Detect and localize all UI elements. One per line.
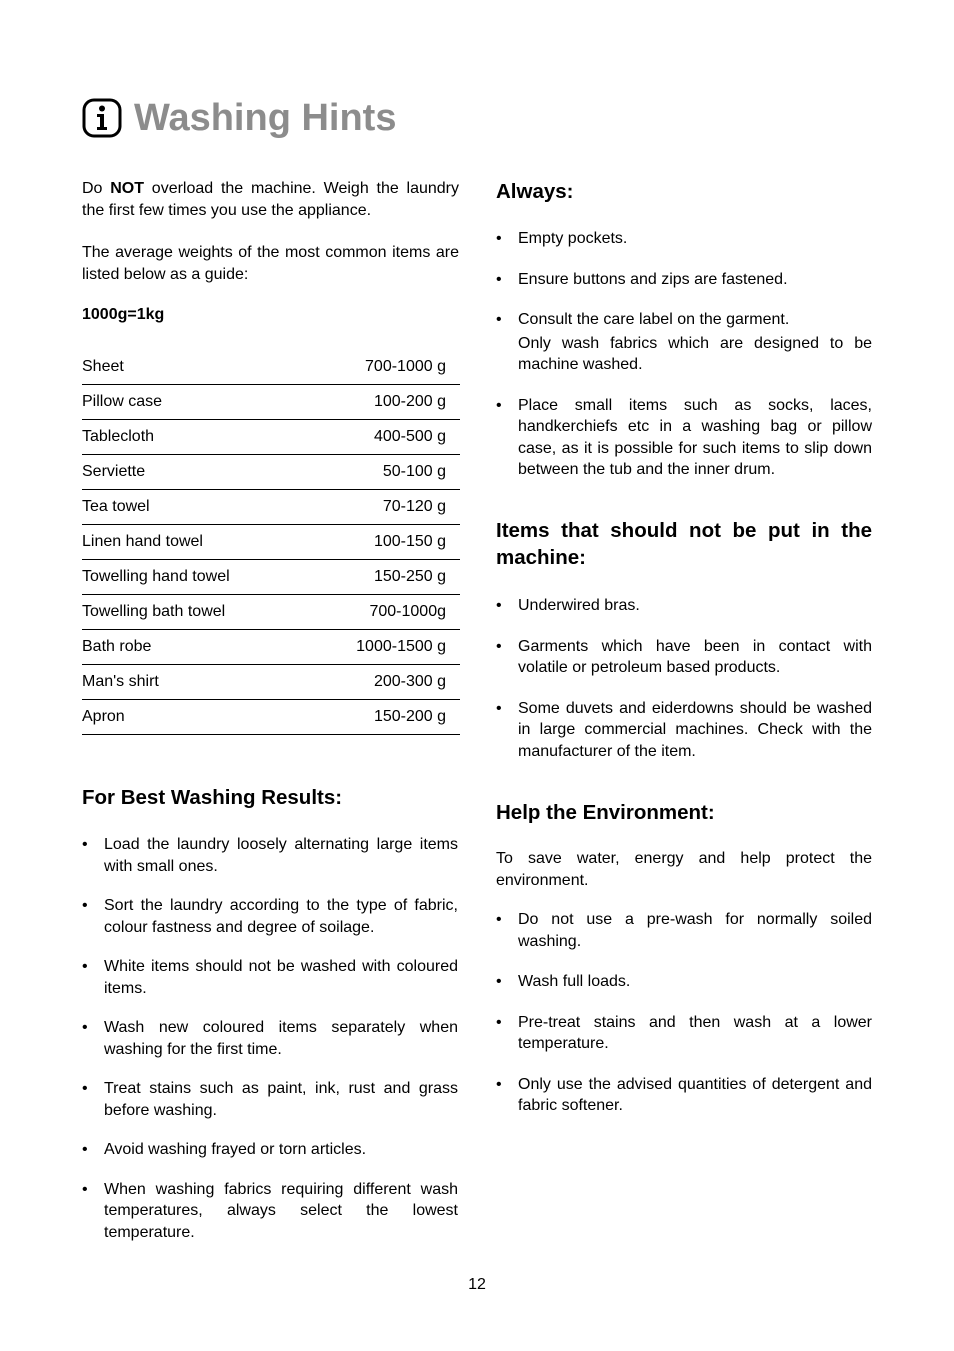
best-results-list xyxy=(82,834,458,1243)
table-row xyxy=(82,700,460,735)
weights-table xyxy=(82,350,460,735)
table-row xyxy=(82,455,460,490)
item-cell: Serviette xyxy=(82,455,304,490)
weight-cell: 70-120 g xyxy=(304,490,460,525)
weight-cell: 700-1000 g xyxy=(304,350,460,385)
table-row xyxy=(82,595,460,630)
table-row xyxy=(82,420,460,455)
environment-list xyxy=(496,909,872,1117)
page-title: Washing Hints xyxy=(134,97,397,139)
list-item: • Some duvets and eiderdowns should be washed in large commercial machines. Check with the manufacturer of the item. xyxy=(496,698,872,763)
intro-text-prefix: Do xyxy=(82,180,111,197)
weight-cell: 150-200 g xyxy=(304,700,460,735)
weight-cell: 1000-1500 g xyxy=(304,630,460,665)
list-item: • White items should not be washed with coloured items. xyxy=(82,956,458,999)
intro-paragraph-2: The average weights of the most common items are listed below as a guide: xyxy=(82,244,459,283)
list-item: • Wash full loads. xyxy=(496,971,872,993)
page-header xyxy=(82,94,396,142)
list-item: • When washing fabrics requiring different wash temperatures, always select the lowest temperature. xyxy=(82,1179,458,1244)
item-cell: Tea towel xyxy=(82,490,304,525)
weight-cell: 100-200 g xyxy=(304,385,460,420)
list-item: • Underwired bras. xyxy=(496,595,872,617)
info-icon xyxy=(82,98,122,138)
item-cell: Tablecloth xyxy=(82,420,304,455)
weight-cell: 50-100 g xyxy=(304,455,460,490)
care-label-text: • Consult the care label on the garment. xyxy=(518,311,790,328)
item-cell: Sheet xyxy=(82,350,304,385)
list-item: • Pre-treat stains and then wash at a lower temperature. xyxy=(496,1012,872,1055)
always-list xyxy=(496,228,872,481)
item-cell: Towelling hand towel xyxy=(82,560,304,595)
list-item xyxy=(496,309,872,376)
environment-intro: To save water, energy and help protect the environment. xyxy=(496,850,872,889)
weight-cell: 200-300 g xyxy=(304,665,460,700)
table-row xyxy=(82,665,460,700)
page-number: 12 xyxy=(468,1276,486,1293)
item-cell: Bath robe xyxy=(82,630,304,665)
intro-text-emphasis: NOT xyxy=(110,180,145,197)
table-row xyxy=(82,525,460,560)
list-item: • Ensure buttons and zips are fastened. xyxy=(496,269,872,291)
not-in-machine-heading: Items that should not be put in the machine: xyxy=(496,519,872,569)
table-row xyxy=(82,385,460,420)
list-item: • Garments which have been in contact with volatile or petroleum based products. xyxy=(496,636,872,679)
care-label-note: Only wash fabrics which are designed to be machine washed. xyxy=(518,334,872,373)
intro-paragraph-1 xyxy=(82,178,459,221)
table-row xyxy=(82,490,460,525)
item-cell: Linen hand towel xyxy=(82,525,304,560)
item-cell: Apron xyxy=(82,700,304,735)
item-cell: Pillow case xyxy=(82,385,304,420)
list-item: • Do not use a pre-wash for normally soiled washing. xyxy=(496,909,872,952)
table-row xyxy=(82,560,460,595)
intro-text-suffix: overload the machine. Weigh the laundry the first few times you use the appliance. xyxy=(82,180,459,219)
weight-cell: 100-150 g xyxy=(304,525,460,560)
list-item: • Load the laundry loosely alternating large items with small ones. xyxy=(82,834,458,877)
table-row xyxy=(82,630,460,665)
list-item: • Place small items such as socks, laces, handkerchiefs etc in a washing bag or pillow case, as it is possible for such items to slip down between the tub and the inner drum. xyxy=(496,395,872,481)
list-item: • Treat stains such as paint, ink, rust and grass before washing. xyxy=(82,1078,458,1121)
list-item: • Empty pockets. xyxy=(496,228,872,250)
unit-note: 1000g=1kg xyxy=(82,306,165,323)
list-item: • Only use the advised quantities of detergent and fabric softener. xyxy=(496,1074,872,1117)
weight-cell: 700-1000g xyxy=(304,595,460,630)
weight-cell: 150-250 g xyxy=(304,560,460,595)
list-item: • Wash new coloured items separately when washing for the first time. xyxy=(82,1017,458,1060)
list-item: • Sort the laundry according to the type of fabric, colour fastness and degree of soilage. xyxy=(82,895,458,938)
not-in-machine-list xyxy=(496,595,872,762)
best-results-heading: For Best Washing Results: xyxy=(82,786,343,809)
always-heading: Always: xyxy=(496,180,574,203)
weight-cell: 400-500 g xyxy=(304,420,460,455)
list-item: • Avoid washing frayed or torn articles. xyxy=(82,1139,458,1161)
item-cell: Towelling bath towel xyxy=(82,595,304,630)
item-cell: Man's shirt xyxy=(82,665,304,700)
environment-heading: Help the Environment: xyxy=(496,801,715,824)
table-row xyxy=(82,350,460,385)
